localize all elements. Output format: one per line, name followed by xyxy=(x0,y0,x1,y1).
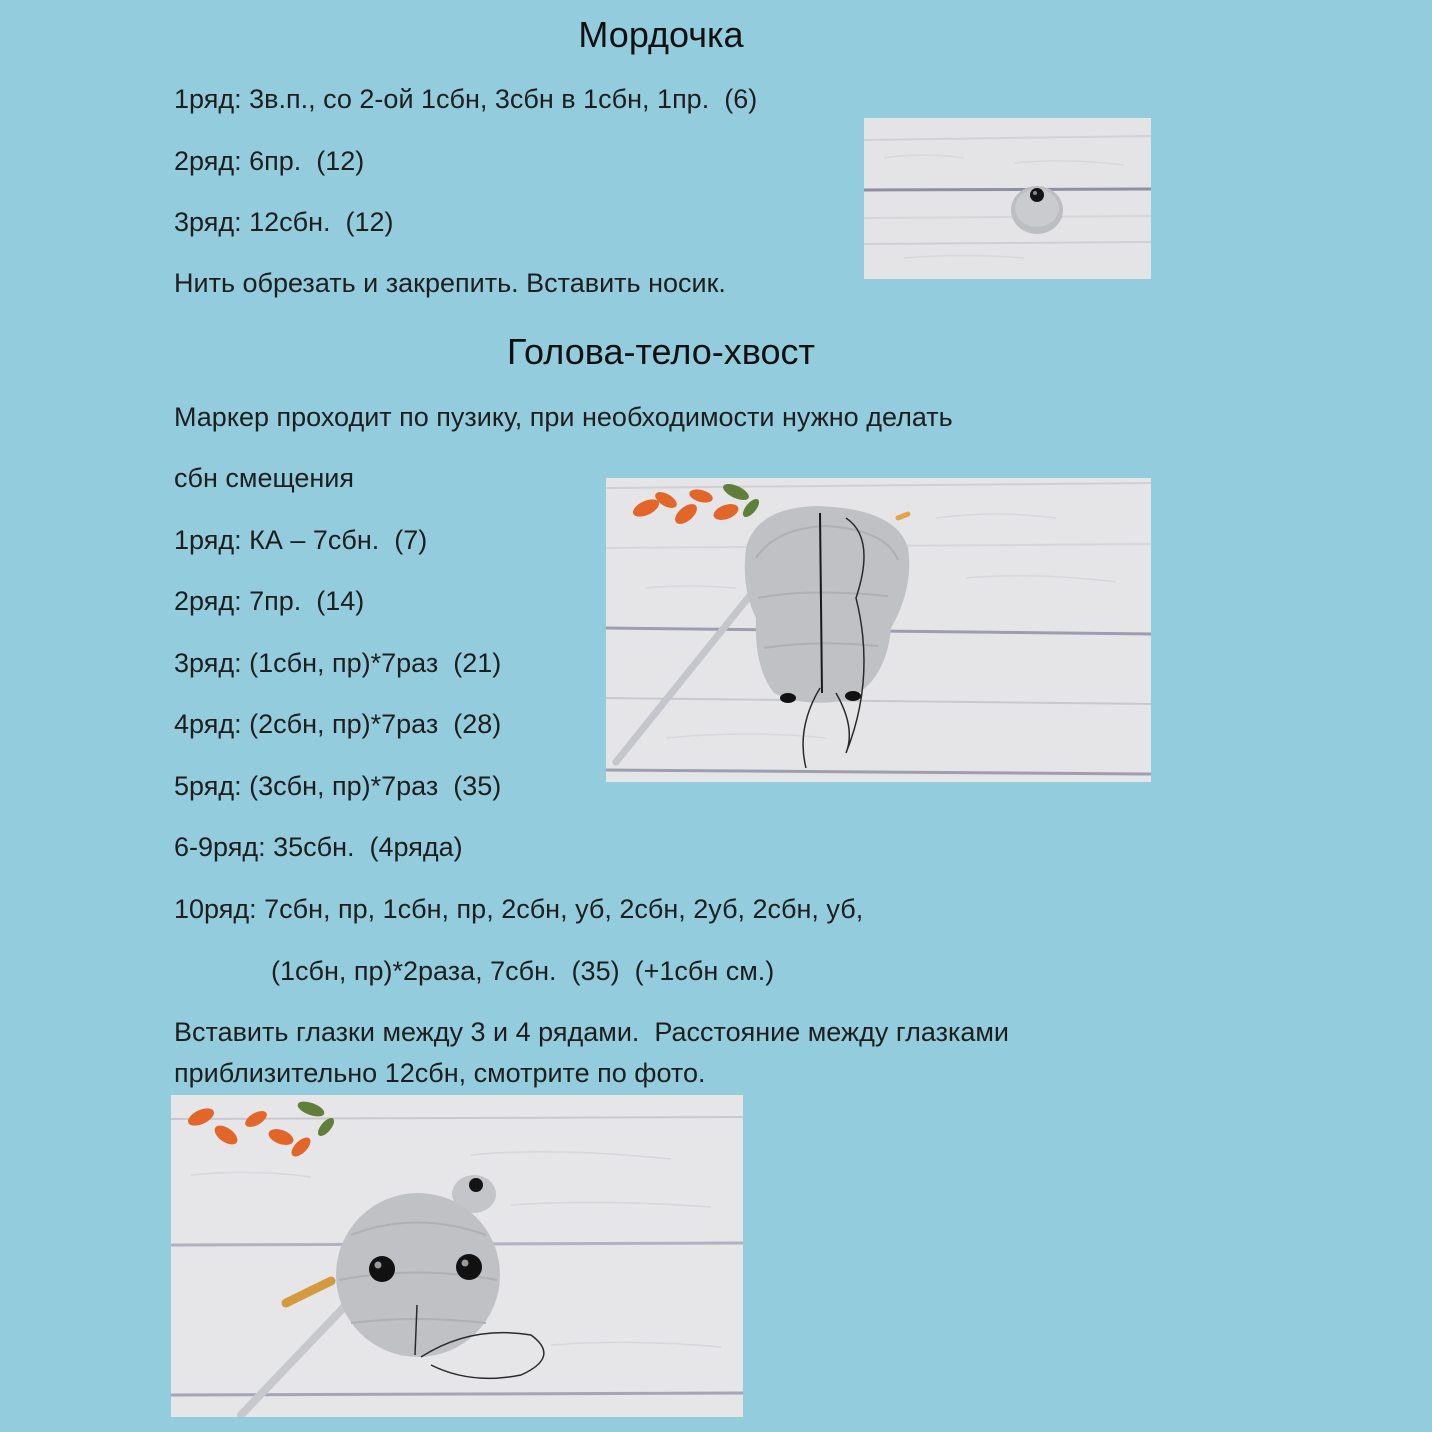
head-photo xyxy=(171,1095,743,1417)
instruction-line: Маркер проходит по пузику, при необходимости нужно делать xyxy=(174,402,953,432)
instruction-line: Вставить глазки между 3 и 4 рядами. Расстояние между глазками xyxy=(174,1017,1010,1047)
instruction-line: 10ряд: 7сбн, пр, 1сбн, пр, 2сбн, уб, 2сбн, 2уб, 2сбн, уб, xyxy=(174,894,864,924)
instruction-line: (1сбн, пр)*2раза, 7сбн. (35) (+1сбн см.) xyxy=(271,956,775,986)
instruction-line: 4ряд: (2сбн, пр)*7раз (28) xyxy=(174,709,502,739)
instruction-line: 2ряд: 6пр. (12) xyxy=(174,146,365,176)
instruction-line: 3ряд: (1сбн, пр)*7раз (21) xyxy=(174,648,502,678)
instruction-line: Нить обрезать и закрепить. Вставить носик. xyxy=(174,268,726,298)
instruction-line: 3ряд: 12сбн. (12) xyxy=(174,207,394,237)
instruction-line: 1ряд: КА – 7сбн. (7) xyxy=(174,525,428,555)
instruction-line: 5ряд: (3сбн, пр)*7раз (35) xyxy=(174,771,502,801)
body-photo xyxy=(606,478,1151,782)
instruction-line: 6-9ряд: 35сбн. (4ряда) xyxy=(174,832,463,862)
instruction-line: приблизительно 12сбн, смотрите по фото. xyxy=(174,1058,706,1088)
section-title-muzzle: Мордочка xyxy=(578,14,744,55)
instruction-line: 1ряд: 3в.п., со 2-ой 1сбн, 3сбн в 1сбн, 1пр. (6) xyxy=(174,84,758,114)
instruction-line: сбн смещения xyxy=(174,463,354,493)
muzzle-photo xyxy=(864,118,1151,279)
instruction-line: 2ряд: 7пр. (14) xyxy=(174,586,365,616)
section-title-body: Голова-тело-хвост xyxy=(506,331,816,372)
